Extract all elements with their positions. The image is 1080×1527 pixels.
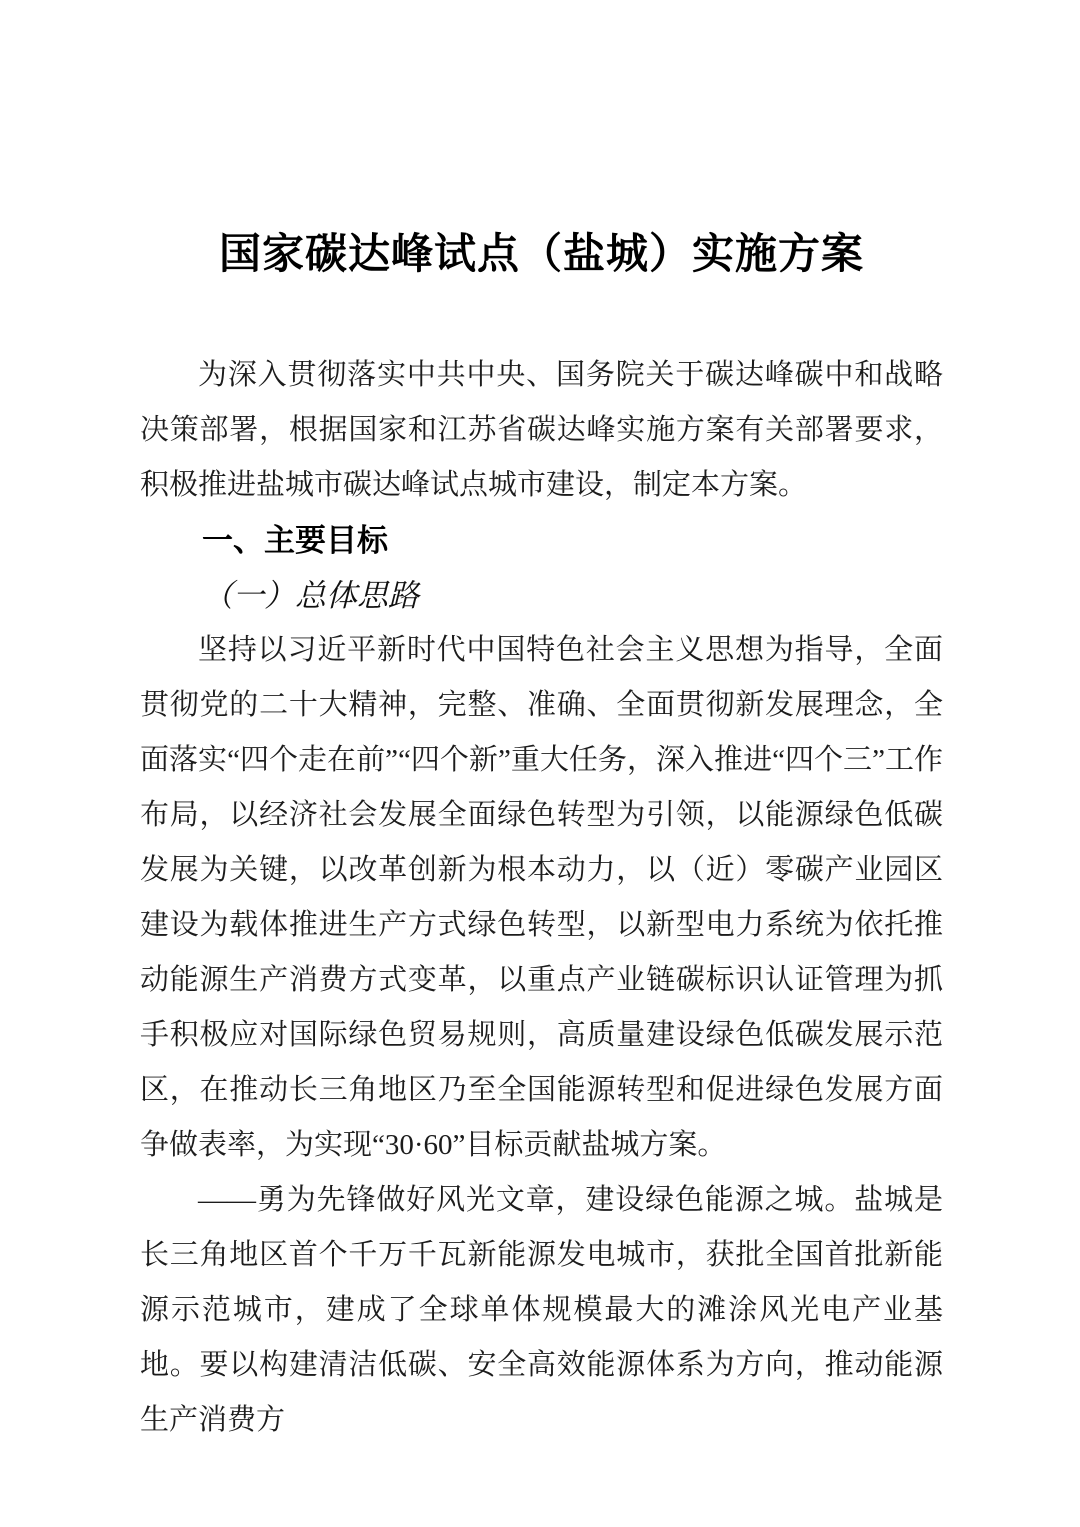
subsection-heading-overall-approach: （一）总体思路 xyxy=(202,578,419,613)
paragraph-pioneer-wind-solar: ——勇为先锋做好风光文章，建设绿色能源之城。盐城是长三角地区首个千万千瓦新能源发电城市，获批全国首批新能源示范城市，建成了全球单体规模最大的滩涂风光电产业基地。要以构建清洁低碳、安全高效能源体系为方向，推动能源生产消费方 xyxy=(140,1184,943,1436)
document-title: 国家碳达峰试点（盐城）实施方案 xyxy=(218,232,864,278)
paragraph-intro: 为深入贯彻落实中共中央、国务院关于碳达峰碳中和战略决策部署，根据国家和江苏省碳达峰实施方案有关部署要求，积极推进盐城市碳达峰试点城市建设，制定本方案。 xyxy=(140,359,943,501)
section-heading-main-goals: 一、主要目标 xyxy=(202,523,388,558)
paragraph-overall-approach: 坚持以习近平新时代中国特色社会主义思想为指导，全面贯彻党的二十大精神，完整、准确、全面贯彻新发展理念，全面落实“四个走在前”“四个新”重大任务，深入推进“四个三”工作布局，以经济社会发展全面绿色转型为引领，以能源绿色低碳发展为关键，以改革创新为根本动力，以（近）零碳产业园区建设为载体推进生产方式绿色转型，以新型电力系统为依托推动能源生产消费方式变革，以重点产业链碳标识认证管理为抓手积极应对国际绿色贸易规则，高质量建设绿色低碳发展示范区，在推动长三角地区乃至全国能源转型和促进绿色发展方面争做表率，为实现“30·60”目标贡献盐城方案。 xyxy=(140,634,943,1161)
